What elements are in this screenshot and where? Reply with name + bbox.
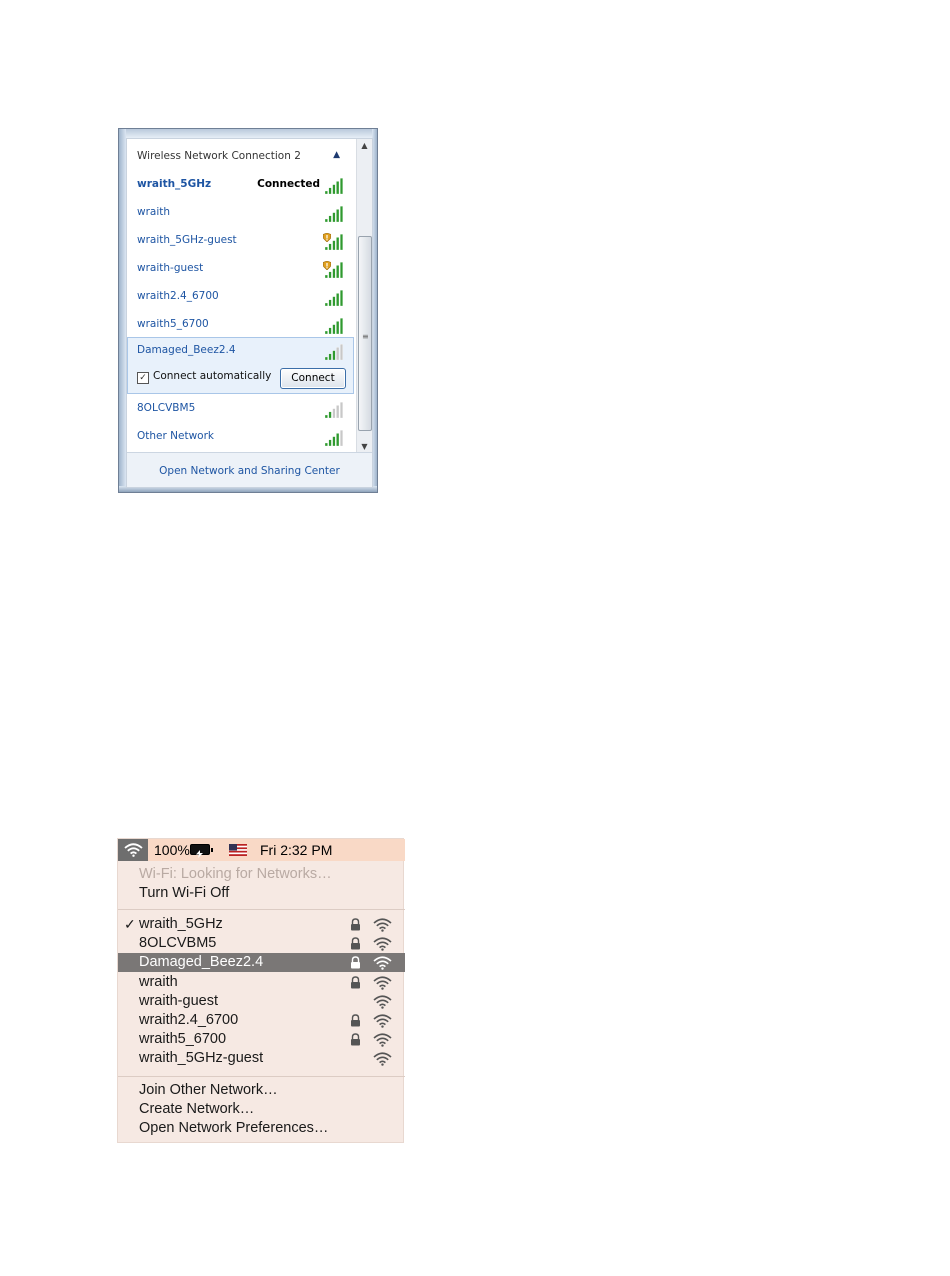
flyout-panel	[126, 138, 373, 488]
network-name: wraith2.4_6700	[137, 290, 219, 302]
lock-icon	[350, 918, 361, 931]
wifi-status-text: Wi-Fi: Looking for Networks…	[139, 866, 332, 882]
network-name: wraith_5GHz	[137, 178, 212, 190]
mac-network-name: wraith-guest	[139, 992, 218, 1009]
signal-strength-icon	[324, 317, 344, 334]
scroll-up-icon[interactable]: ▲	[361, 141, 368, 150]
mac-network-item[interactable]	[118, 1049, 405, 1068]
collapse-icon[interactable]: ▲	[333, 150, 340, 160]
join-other-network-label: Join Other Network…	[139, 1082, 278, 1098]
mac-network-item[interactable]	[118, 1011, 405, 1030]
mac-network-item[interactable]	[118, 934, 405, 953]
wifi-strength-icon	[373, 995, 392, 1009]
wifi-strength-icon	[373, 918, 392, 932]
scroll-down-icon[interactable]: ▼	[361, 442, 368, 451]
battery-charging-icon[interactable]	[190, 844, 210, 855]
signal-strength-icon	[324, 401, 344, 418]
scrollbar[interactable]	[356, 139, 372, 454]
wifi-strength-icon	[373, 937, 392, 951]
network-name: wraith	[137, 206, 171, 218]
selected-network-panel[interactable]	[127, 337, 354, 394]
lock-icon	[350, 976, 361, 989]
scroll-thumb[interactable]: ≡	[358, 236, 372, 431]
us-flag-icon[interactable]	[229, 844, 247, 856]
connect-button[interactable]: Connect	[280, 368, 346, 389]
network-list	[127, 139, 356, 454]
network-row[interactable]	[130, 312, 354, 339]
mac-network-name: wraith2.4_6700	[139, 1012, 239, 1028]
wifi-status-line	[118, 865, 405, 884]
network-row[interactable]	[130, 338, 354, 365]
open-network-preferences-item[interactable]	[118, 1119, 405, 1138]
lock-icon	[350, 937, 361, 950]
mac-network-item[interactable]	[118, 992, 405, 1011]
network-name: wraith-guest	[137, 262, 204, 274]
mac-network-name: wraith	[139, 973, 178, 990]
mac-network-item[interactable]	[118, 915, 405, 934]
wifi-strength-icon	[373, 1052, 392, 1066]
signal-strength-icon	[324, 205, 344, 222]
checkmark-icon: ✓	[124, 916, 136, 932]
mac-network-name: wraith5_6700	[139, 1031, 227, 1048]
mac-network-name: Damaged_Beez2.4	[139, 954, 264, 971]
menu-bar	[118, 839, 405, 861]
wifi-strength-icon	[373, 976, 392, 990]
wifi-icon	[124, 843, 143, 857]
network-name: wraith5_6700	[137, 318, 209, 330]
battery-tip	[211, 848, 213, 852]
flyout-footer	[127, 452, 372, 487]
menu-separator	[118, 1076, 405, 1077]
window-frame	[119, 129, 377, 138]
connection-header[interactable]	[130, 144, 354, 171]
connect-automatically-checkbox[interactable]: ✓	[137, 372, 149, 384]
lock-icon	[350, 956, 361, 969]
signal-strength-icon	[324, 177, 344, 194]
wifi-strength-icon	[373, 1014, 392, 1028]
network-row[interactable]	[130, 200, 354, 227]
network-sharing-center-link[interactable]: Open Network and Sharing Center	[159, 465, 340, 477]
mac-network-item[interactable]	[118, 973, 405, 992]
create-network-label: Create Network…	[139, 1101, 255, 1117]
windows-wifi-flyout	[118, 128, 378, 493]
mac-network-name: 8OLCVBM5	[139, 935, 217, 952]
join-other-network-item[interactable]	[118, 1081, 405, 1100]
connect-automatically-label: Connect automatically	[153, 370, 272, 382]
network-name: Damaged_Beez2.4	[137, 344, 236, 356]
lock-icon	[350, 1033, 361, 1046]
signal-strength-icon	[324, 261, 344, 278]
connection-title: Wireless Network Connection 2	[137, 150, 301, 162]
mac-network-item[interactable]	[118, 1030, 405, 1049]
signal-strength-icon	[324, 343, 344, 360]
signal-strength-icon	[324, 233, 344, 250]
connection-status: Connected	[257, 178, 320, 190]
turn-wifi-off-label: Turn Wi-Fi Off	[139, 885, 230, 901]
mac-network-item[interactable]	[118, 953, 405, 972]
wifi-strength-icon	[373, 956, 392, 970]
signal-strength-icon	[324, 289, 344, 306]
network-row[interactable]	[130, 256, 354, 283]
menu-separator	[118, 909, 405, 910]
signal-strength-icon	[324, 429, 344, 446]
open-network-preferences-label: Open Network Preferences…	[139, 1120, 329, 1136]
wifi-menu-button[interactable]	[118, 839, 148, 861]
network-row[interactable]	[130, 396, 354, 423]
mac-wifi-menu	[117, 838, 404, 1143]
create-network-item[interactable]	[118, 1100, 405, 1119]
network-name: wraith_5GHz-guest	[137, 234, 237, 246]
network-row[interactable]	[130, 172, 354, 199]
network-name: Other Network	[137, 430, 214, 442]
network-row[interactable]	[130, 284, 354, 311]
wifi-strength-icon	[373, 1033, 392, 1047]
turn-wifi-off-item[interactable]	[118, 884, 405, 903]
network-name: 8OLCVBM5	[137, 402, 196, 414]
window-frame	[119, 129, 126, 492]
lock-icon	[350, 1014, 361, 1027]
mac-network-name: wraith_5GHz	[139, 916, 223, 932]
network-row[interactable]	[130, 424, 354, 451]
battery-percent: 100%	[154, 842, 190, 858]
network-row[interactable]	[130, 228, 354, 255]
menubar-clock: Fri 2:32 PM	[260, 842, 333, 858]
mac-network-name: wraith_5GHz-guest	[139, 1050, 264, 1067]
